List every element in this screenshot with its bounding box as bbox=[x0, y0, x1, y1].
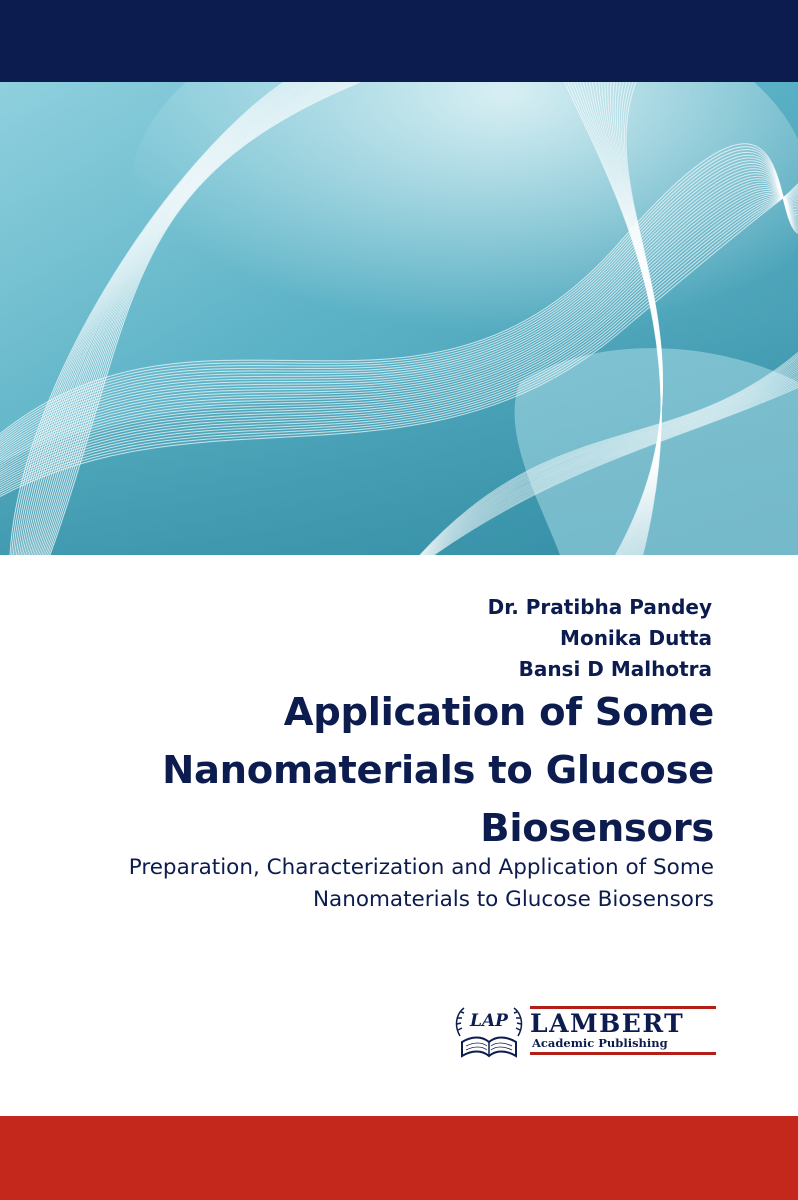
title-line: Nanomaterials to Glucose bbox=[162, 748, 714, 793]
title-line: Application of Some bbox=[283, 690, 714, 735]
logo-rule-bottom bbox=[530, 1052, 716, 1055]
logo-emblem-text: LAP bbox=[470, 1011, 508, 1031]
publisher-tagline: Academic Publishing bbox=[532, 1036, 668, 1050]
author-list bbox=[488, 592, 712, 685]
bottom-color-band bbox=[0, 1116, 798, 1200]
author-name: Dr. Pratibha Pandey bbox=[487, 595, 712, 619]
publisher-logo bbox=[452, 996, 722, 1066]
open-book-icon bbox=[452, 996, 526, 1066]
author-name: Bansi D Malhotra bbox=[518, 657, 712, 681]
title-line: Biosensors bbox=[480, 806, 714, 851]
subtitle-line: Nanomaterials to Glucose Biosensors bbox=[312, 887, 714, 912]
author-name: Monika Dutta bbox=[560, 626, 712, 650]
book-subtitle bbox=[0, 852, 714, 916]
book-title bbox=[24, 684, 714, 858]
subtitle-line: Preparation, Characterization and Application of Some bbox=[128, 855, 714, 880]
top-color-band bbox=[0, 0, 798, 82]
cover-artwork bbox=[0, 82, 798, 555]
publisher-name: LAMBERT bbox=[530, 1009, 685, 1038]
